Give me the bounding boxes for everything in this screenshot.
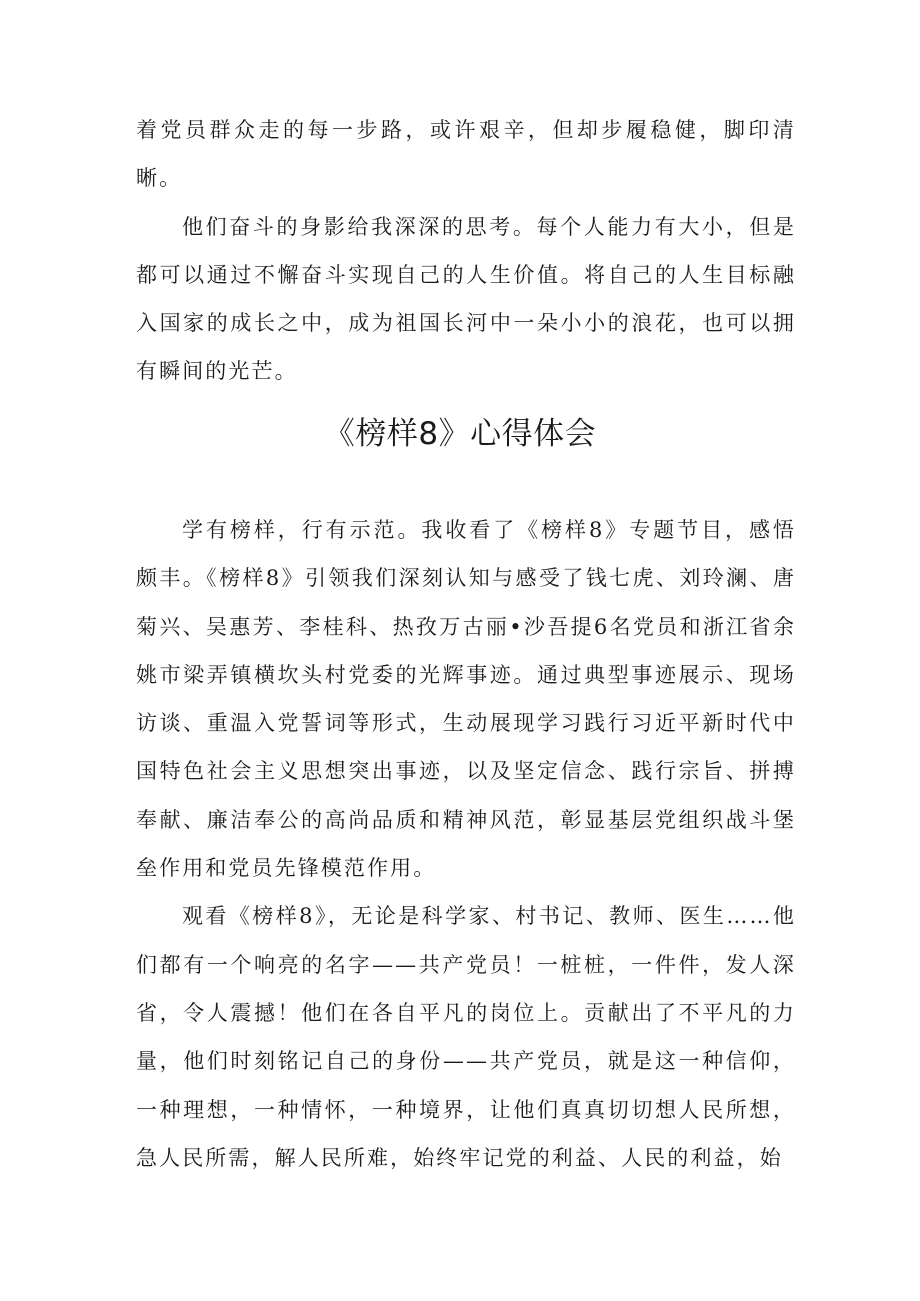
reflection-paragraph: 他们奋斗的身影给我深深的思考。每个人能力有大小，但是都可以通过不懈奋斗实现自己的人生价值。将自己的人生目标融入国家的成长之中，成为祖国长河中一朵小小的浪花，也可以拥有瞬间的光芒。 bbox=[136, 214, 796, 384]
body-paragraph-1: 学有榜样，行有示范。我收看了《榜样8》专题节目，感悟颇丰。《榜样8》引领我们深刻认知与感受了钱七虎、刘玲澜、唐菊兴、吴惠芳、李桂科、热孜万古丽•沙吾提6名党员和浙江省余姚市梁弄镇横坎头村党委的光辉事迹。通过典型事迹展示、现场访谈、重温入党誓词等形式，生动展现学习践行习近平新时代中国特色社会主义思想突出事迹，以及坚定信念、践行宗旨、拼搏奉献、廉洁奉公的高尚品质和精神风范，彰显基层党组织战斗堡垒作用和党员先锋模范作用。 bbox=[136, 518, 796, 881]
continuation-paragraph: 着党员群众走的每一步路，或许艰辛，但却步履稳健，脚印清晰。 bbox=[136, 118, 796, 191]
article-body bbox=[136, 506, 796, 1182]
prior-section bbox=[136, 106, 796, 396]
body-paragraph-2: 观看《榜样8》，无论是科学家、村书记、教师、医生……他们都有一个响亮的名字——共产党员！一桩桩，一件件，发人深省，令人震撼！他们在各自平凡的岗位上。贡献出了不平凡的力量，他们时刻铭记自己的身份——共产党员，就是这一种信仰，一种理想，一种情怀，一种境界，让他们真真切切想人民所想，急人民所需，解人民所难，始终牢记党的利益、人民的利益，始 bbox=[136, 904, 796, 1170]
article-title: 《榜样8》心得体会 bbox=[323, 416, 597, 452]
